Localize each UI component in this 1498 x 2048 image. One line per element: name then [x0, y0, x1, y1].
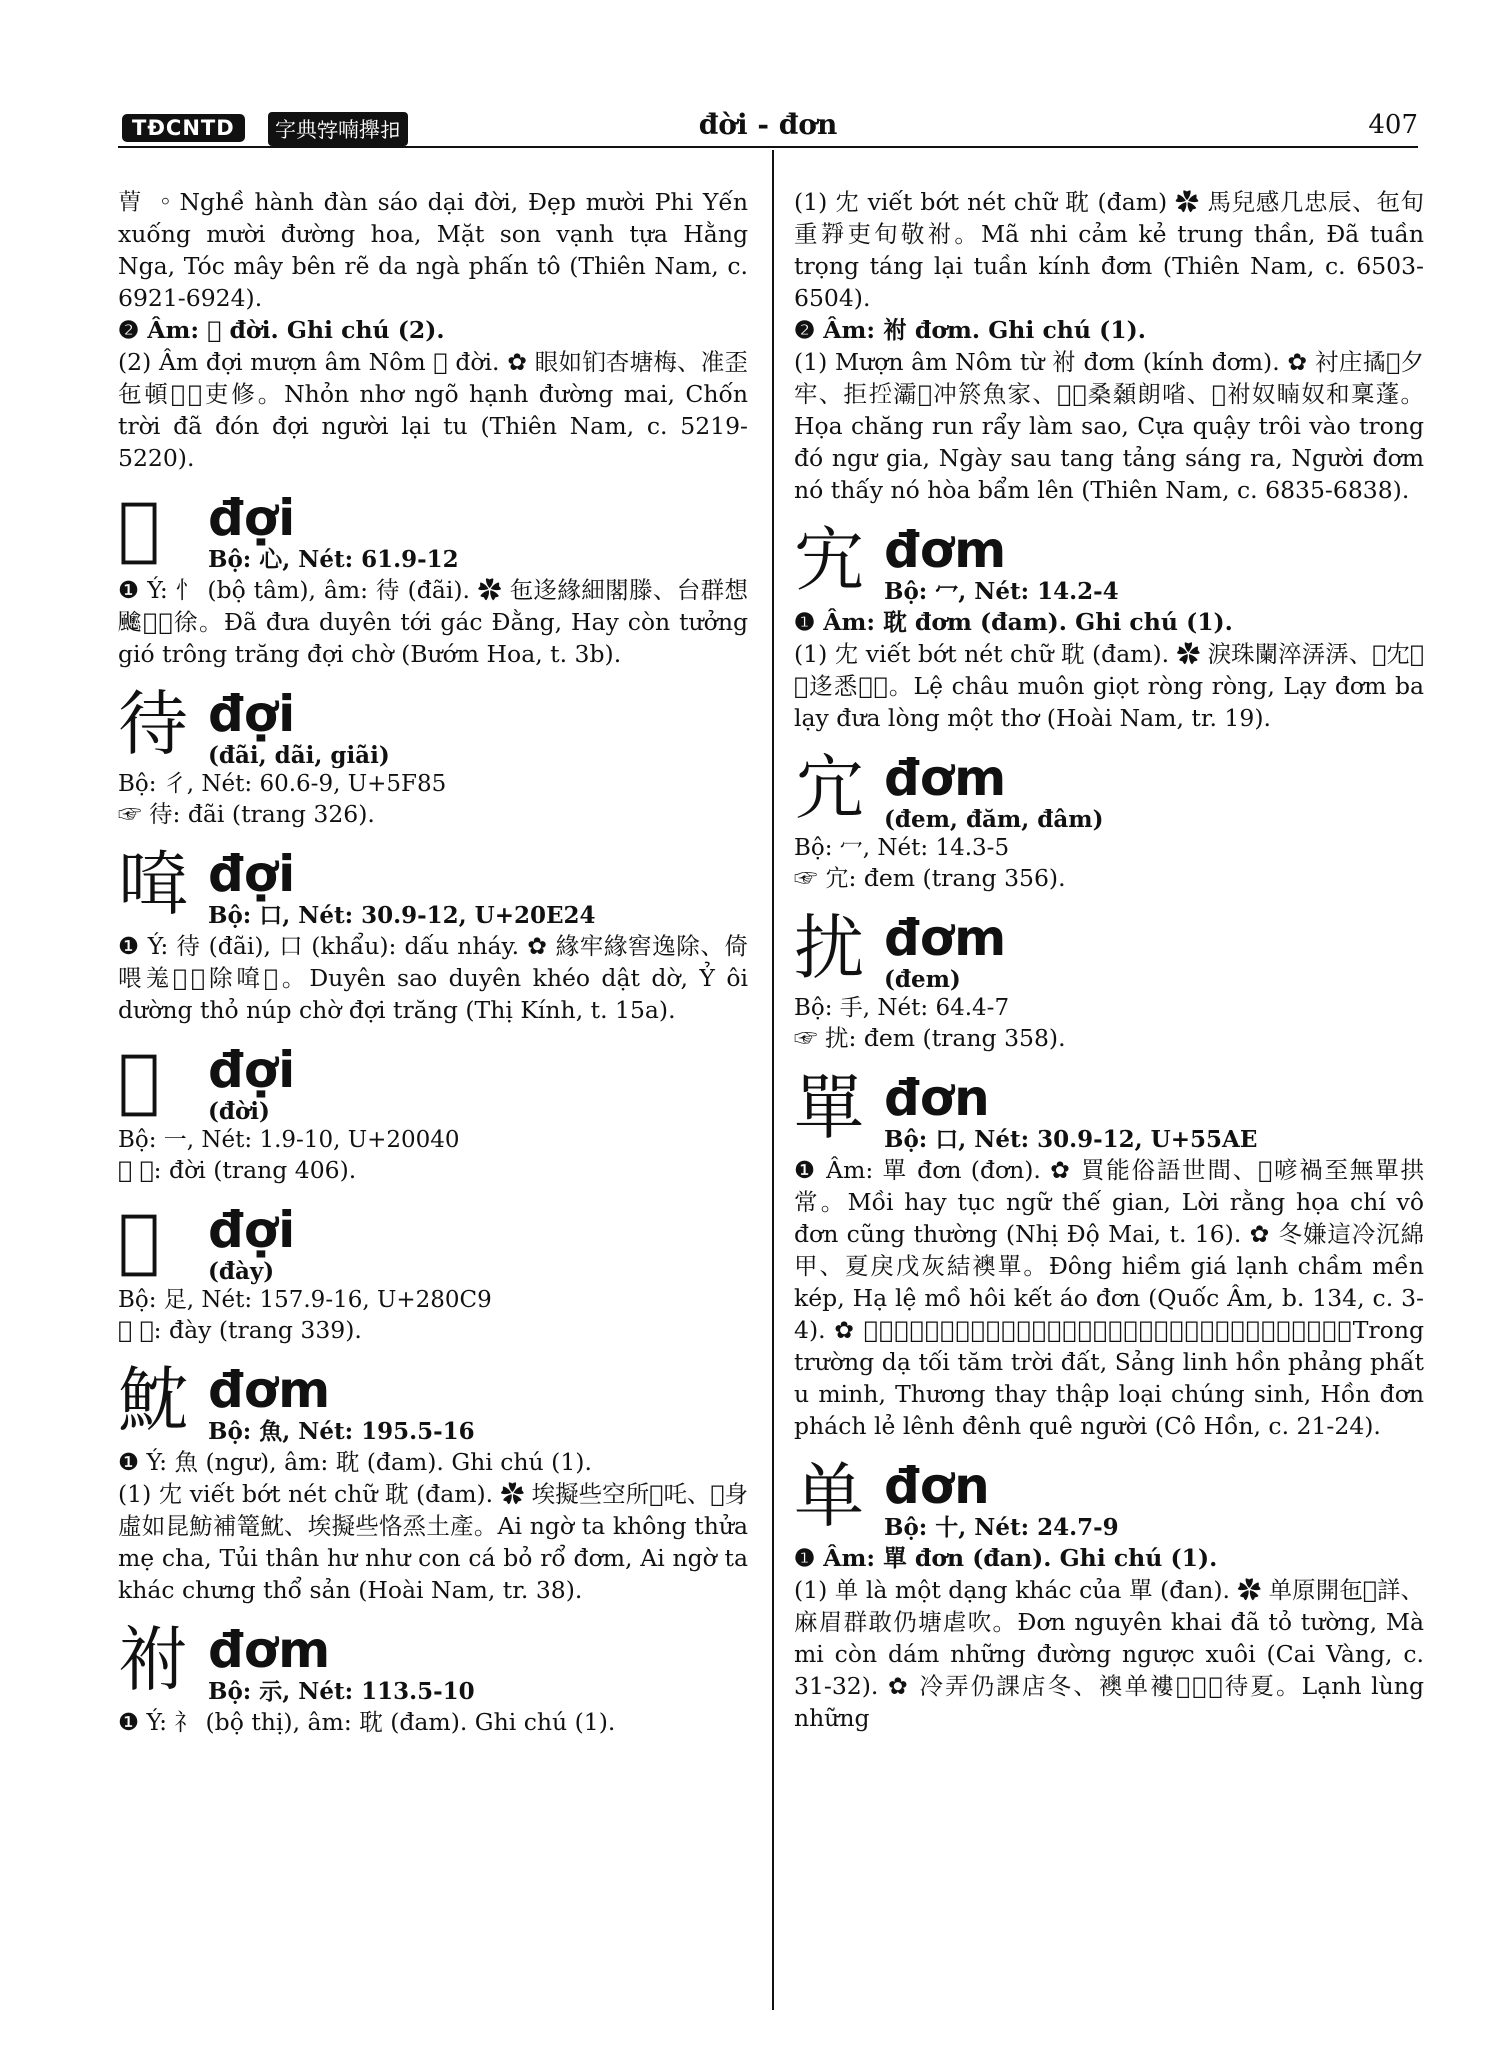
definition: ❶ Ý: 忄 (bộ tâm), âm: 待 (đãi). ✿ 㐌迻緣細閣滕、台群想𩙍𩙌𢘾徐。Đã đưa duyên tới gác Đằng, Hay còn tưởng gió trông trăng đợi chờ (Bướm Hoa, t. 3b).	[118, 576, 748, 668]
definition: ❶ Âm: 單 đơn (đơn). ✿ 買能俗語世間、𠱋喭禍至無單拱常。Mồi hay tục ngữ thế gian, Lời rằng họa chí vô đơn cũng thường (Nhị Độ Mai, t. 16). ✿ 冬嫌這冷沉綿甲、夏戾戊灰結襖單。Đông hiềm giá lạnh chầm mền kép, Hạ lệ mồ hôi kết áo đơn (Quốc Âm, b. 134, c. 3-4). ✿ 𣎀長夜最𢠩𡗶坦、爽靈魂彷彿幽冥、傷合十類眾生、魂單魄禮冷汀圭𢭂。Trong trường dạ tối tăm trời đất, Sảng linh hồn phảng phất u minh, Thương thay thập loại chúng sinh, Hồn đơn phách lẻ lênh đênh quê người (Cô Hồn, c. 21-24).	[794, 1156, 1424, 1440]
headword-reading: đơn	[884, 1457, 990, 1515]
note-text: (2) Âm đợi mượn âm Nôm 𦰟 đời. ✿ 眼如钔杏塘梅、准歪㐌頓𦰟𢭂吏修。Nhỏn nhơ ngõ hạnh đường mai, Chốn trời đã đón đợi người lại tu (Thiên Nam, c. 5219-5220).	[118, 348, 748, 472]
headword-reading: đơm	[884, 521, 1007, 579]
definition: ❶ Ý: 待 (đãi), 口 (khẩu): dấu nháy. ✿ 緣牢緣窖逸除、倚喂羗𤠄𨆢除𠸊𢘾。Duyên sao duyên khéo dật dờ, Ỷ ôi dường thỏ núp chờ đợi trăng (Thị Kính, t. 15a).	[118, 932, 748, 1024]
entry	[794, 1068, 1424, 1442]
radical-strokes: Bộ: 足, Nét: 157.9-16, U+280C9	[118, 1287, 492, 1313]
alt-readings: (đem, đăm, đâm)	[884, 806, 1104, 833]
alt-readings: (đời)	[208, 1098, 270, 1125]
radical-strokes: Bộ: 一, Nét: 1.9-10, U+20040	[118, 1127, 460, 1153]
entry	[118, 1040, 748, 1186]
entry	[794, 908, 1424, 1054]
left-column	[118, 186, 748, 1738]
radical-strokes: Bộ: 十, Nét: 24.7-9	[884, 1514, 1119, 1541]
radical-strokes: Bộ: 冖, Nét: 14.3-5	[794, 835, 1010, 861]
headword-char: 𠸊	[118, 843, 188, 925]
entry	[118, 1200, 748, 1346]
headword-char: 魫	[118, 1359, 188, 1441]
continued-text: 𦳢 。Nghề hành đàn sáo dại đời, Đẹp mười Phi Yến xuống mười đường hoa, Mặt son vạnh tựa Hằng Nga, Tóc mây bên rẽ da ngà phấn tô (Thiên Nam, c. 6921-6924).	[118, 188, 748, 312]
note-text: (1) 冘 viết bớt nét chữ 耽 (đam). ✿ 埃擬些空所𡛔吒、𤿤身虛如昆魴補篭魫、埃擬些恪烝土產。Ai ngờ ta không thửa mẹ cha, Tủi thân hư như con cá bỏ rổ đơm, Ai ngờ ta khác chưng thổ sản (Hoài Nam, tr. 38).	[118, 1480, 748, 1604]
sense-heading: ❶ Âm: 耽 đơm (đam). Ghi chú (1).	[794, 608, 1233, 636]
definition: ❶ Ý: 礻 (bộ thị), âm: 耽 (đam). Ghi chú (1).	[118, 1708, 616, 1736]
entry	[118, 1360, 748, 1606]
headword-char: 待	[118, 683, 188, 765]
headword-reading: đợi	[208, 1041, 296, 1099]
radical-strokes: Bộ: 魚, Nét: 195.5-16	[208, 1418, 475, 1445]
entry	[794, 1456, 1424, 1734]
alt-readings: (đãi, dãi, giãi)	[208, 742, 390, 769]
definition: ❶ Ý: 魚 (ngư), âm: 耽 (đam). Ghi chú (1).	[118, 1448, 592, 1476]
headword-reading: đơm	[884, 909, 1007, 967]
entry	[118, 1620, 748, 1738]
nom-title-badge: 字典𡨸喃攑𢪏	[268, 112, 408, 146]
radical-strokes: Bộ: 口, Nét: 30.9-12, U+55AE	[884, 1126, 1258, 1153]
radical-strokes: Bộ: 示, Nét: 113.5-10	[208, 1678, 475, 1705]
headword-reading: đợi	[208, 845, 296, 903]
entry	[794, 520, 1424, 734]
sense-heading: ❶ Âm: 單 đơn (đan). Ghi chú (1).	[794, 1544, 1218, 1572]
note-text: (1) 单 là một dạng khác của 單 (đan). ✿ 单原開㐌𤏣詳、麻眉群敢仍塘虐吹。Đơn nguyên khai đã tỏ tường, Mà mi còn dám những đường ngược xuôi (Cai Vàng, c. 31-32). ✿ 冷弄仍課店冬、襖单褸𤄯𥊚𩄲待夏。Lạnh lùng những	[794, 1576, 1424, 1732]
radical-strokes: Bộ: 口, Nét: 30.9-12, U+20E24	[208, 902, 596, 929]
right-column	[794, 186, 1424, 1734]
alt-readings: (đem)	[884, 966, 961, 993]
headword-char: 𨅹	[118, 1199, 161, 1281]
headword-char: 扰	[794, 907, 864, 989]
page-header	[118, 106, 1418, 146]
entry	[118, 488, 748, 670]
header-rule	[118, 146, 1418, 148]
continued-text: (1) 冘 viết bớt nét chữ 耽 (đam) ✿ 馬兒感几忠辰、㐌旬重𦽰吏旬敬祔。Mã nhi cảm kẻ trung thần, Đã tuần trọng táng lại tuần kính đơm (Thiên Nam, c. 6503-6504).	[794, 188, 1424, 312]
entry	[118, 684, 748, 830]
cross-reference: ☞ 宂: đem (trang 356).	[794, 864, 1066, 892]
cross-reference: ☞ 𨅹: đày (trang 339).	[118, 1316, 362, 1344]
radical-strokes: Bộ: 彳, Nét: 60.6-9, U+5F85	[118, 771, 447, 797]
alt-readings: (đày)	[208, 1258, 275, 1285]
page-number: 407	[1368, 110, 1418, 140]
headword-char: 祔	[118, 1619, 188, 1701]
entry	[794, 748, 1424, 894]
column-divider	[772, 150, 774, 2010]
headword-reading: đơm	[208, 1621, 331, 1679]
headword-reading: đợi	[208, 685, 296, 743]
headword-reading: đơn	[884, 1069, 990, 1127]
headword-char: 單	[794, 1067, 864, 1149]
note-text: (1) 冘 viết bớt nét chữ 耽 (đam). ✿ 淚珠闌淬㳥㳥、𢬣冘𠀧𢬣迻悉𠬠𧸝。Lệ châu muôn giọt ròng ròng, Lạy đơm ba lạy đưa lòng một thơ (Hoài Nam, tr. 19).	[794, 640, 1424, 732]
headword-char: 𦰟	[118, 1039, 161, 1121]
headword-reading: đợi	[208, 1201, 296, 1259]
entry	[118, 844, 748, 1026]
running-title: đời - đơn	[698, 108, 838, 141]
series-badge: TĐCNTD	[122, 114, 245, 142]
headword-reading: đơm	[884, 749, 1007, 807]
headword-reading: đơm	[208, 1361, 331, 1419]
cross-reference: ☞ 待: đãi (trang 326).	[118, 800, 375, 828]
headword-char: 宄	[794, 519, 864, 601]
headword-reading: đợi	[208, 489, 296, 547]
radical-strokes: Bộ: 心, Nét: 61.9-12	[208, 546, 459, 573]
note-text: (1) Mượn âm Nôm từ 祔 đơm (kính đơm). ✿ 衬庄𢵮𢬣夕牢、拒𢭊灞𠵛冲箊魚家、𣈜𤽗桑顙朗㗂、𨄹祔奴𥈶奴和稟蓬。Họa chăng run rẩy làm sao, Cựa quậy trôi vào trong đó ngư gia, Ngày sau tang tảng sáng ra, Người đơm nó thấy nó hòa bẩm lên (Thiên Nam, c. 6835-6838).	[794, 348, 1424, 504]
sense-heading: ❷ Âm: 祔 đơm. Ghi chú (1).	[794, 316, 1146, 344]
headword-char: 𢘾	[118, 487, 161, 569]
cross-reference: ☞ 扰: đem (trang 358).	[794, 1024, 1066, 1052]
radical-strokes: Bộ: 手, Nét: 64.4-7	[794, 995, 1010, 1021]
cross-reference: ☞ 𦰟: đời (trang 406).	[118, 1156, 357, 1184]
sense-heading: ❷ Âm: 𦰟 đời. Ghi chú (2).	[118, 316, 445, 344]
headword-char: 单	[794, 1455, 864, 1537]
radical-strokes: Bộ: 冖, Nét: 14.2-4	[884, 578, 1119, 605]
headword-char: 宂	[794, 747, 864, 829]
